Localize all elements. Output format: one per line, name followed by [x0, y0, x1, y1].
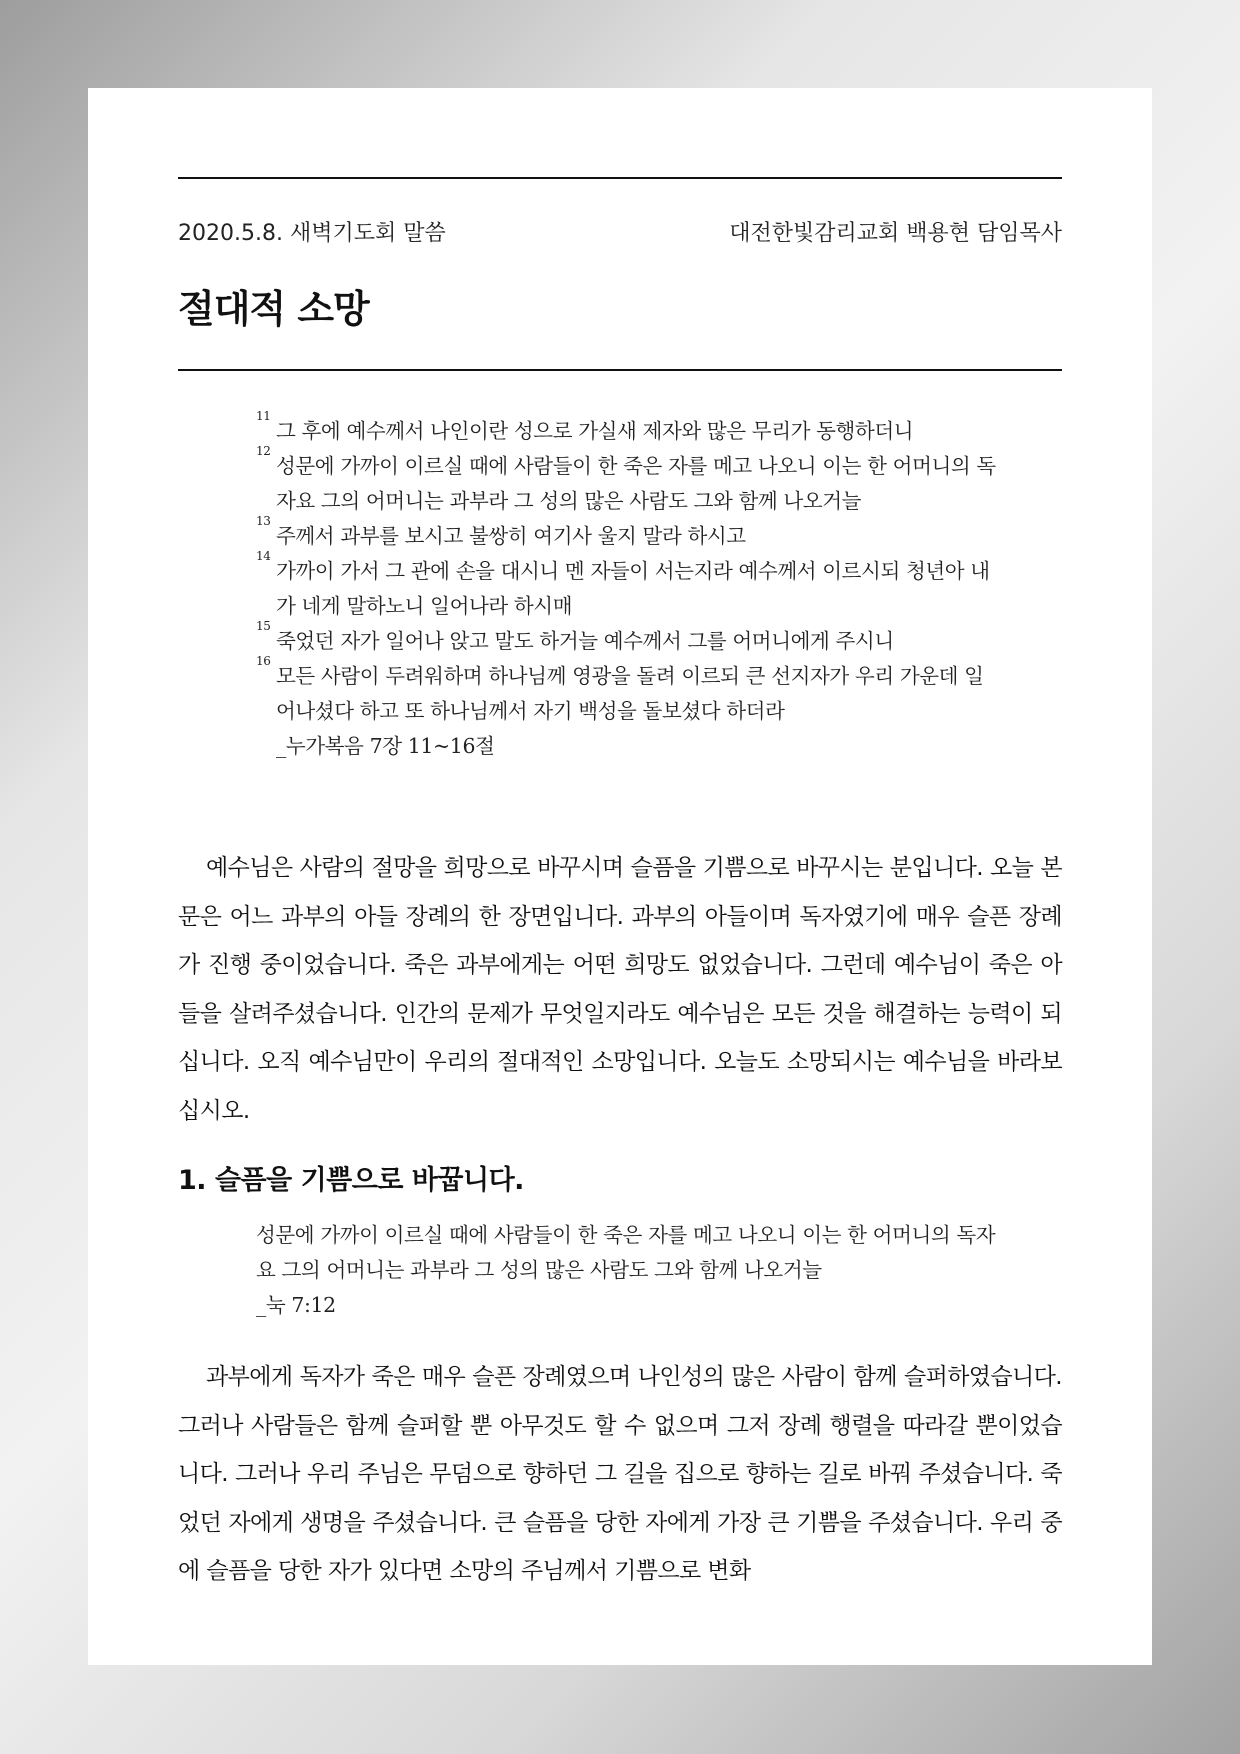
verse-text: 죽었던 자가 일어나 앉고 말도 하거늘 예수께서 그를 어머니에게 주시니	[276, 629, 894, 653]
section-heading: 1. 슬픔을 기쁨으로 바꿉니다.	[178, 1165, 524, 1196]
section-quote	[256, 1218, 996, 1323]
scripture-passage	[256, 409, 996, 764]
verse	[256, 549, 996, 624]
scripture-reference: _누가복음 7장 11~16절	[276, 734, 495, 758]
verse	[256, 444, 996, 519]
quote-reference: _눅 7:12	[256, 1293, 336, 1317]
verse-text: 주께서 과부를 보시고 불쌍히 여기사 울지 말라 하시고	[276, 524, 746, 548]
verse-number: 15	[256, 619, 271, 633]
quote-text: 성문에 가까이 이르실 때에 사람들이 한 죽은 자를 메고 나오니 이는 한 어머니의 독자요 그의 어머니는 과부라 그 성의 많은 사람도 그와 함께 나오거늘	[256, 1223, 996, 1282]
verse-number: 11	[256, 409, 271, 423]
verse	[256, 514, 996, 554]
sermon-title: 절대적 소망	[178, 287, 369, 331]
verse-text: 그 후에 예수께서 나인이란 성으로 가실새 제자와 많은 무리가 동행하더니	[276, 419, 914, 443]
top-divider	[178, 177, 1062, 179]
verse-number: 16	[256, 654, 271, 668]
verse-text: 가까이 가서 그 관에 손을 대시니 멘 자들이 서는지라 예수께서 이르시되 청년아 내가 네게 말하노니 일어나라 하시매	[276, 559, 990, 618]
church-pastor: 대전한빛감리교회 백용현 담임목사	[729, 221, 1062, 246]
verse-number: 13	[256, 514, 271, 528]
intro-paragraph: 예수님은 사람의 절망을 희망으로 바꾸시며 슬픔을 기쁨으로 바꾸시는 분입니다. 오늘 본문은 어느 과부의 아들 장례의 한 장면입니다. 과부의 아들이며 독자였기에 매우 슬픈 장례가 진행 중이었습니다. 죽은 과부에게는 어떤 희망도 없었습니다. 그런데 예수님이 죽은 아들을 살려주셨습니다. 인간의 문제가 무엇일지라도 예수님은 모든 것을 해결하는 능력이 되십니다. 오직 예수님만이 우리의 절대적인 소망입니다. 오늘도 소망되시는 예수님을 바라보십시오.	[178, 855, 1062, 1124]
date-title: 2020.5.8. 새벽기도회 말씀	[178, 221, 446, 246]
verse	[256, 409, 996, 449]
verse	[256, 654, 996, 729]
document-page	[88, 88, 1152, 1665]
verse-text: 모든 사람이 두려워하며 하나님께 영광을 돌려 이르되 큰 선지자가 우리 가운데 일어나셨다 하고 또 하나님께서 자기 백성을 돌보셨다 하더라	[276, 664, 984, 723]
verse-number: 14	[256, 549, 271, 563]
header-row	[178, 216, 1062, 247]
bottom-divider	[178, 369, 1062, 371]
verse-text: 성문에 가까이 이르실 때에 사람들이 한 죽은 자를 메고 나오니 이는 한 어머니의 독자요 그의 어머니는 과부라 그 성의 많은 사람도 그와 함께 나오거늘	[276, 454, 996, 513]
verse-number: 12	[256, 444, 271, 458]
section-paragraph: 과부에게 독자가 죽은 매우 슬픈 장례였으며 나인성의 많은 사람이 함께 슬퍼하였습니다. 그러나 사람들은 함께 슬퍼할 뿐 아무것도 할 수 없으며 그저 장례 행렬을 따라갈 뿐이었습니다. 그러나 우리 주님은 무덤으로 향하던 그 길을 집으로 향하는 길로 바꿔 주셨습니다. 죽었던 자에게 생명을 주셨습니다. 큰 슬픔을 당한 자에게 가장 큰 기쁨을 주셨습니다. 우리 중에 슬픔을 당한 자가 있다면 소망의 주님께서 기쁨으로 변화	[178, 1364, 1062, 1584]
verse	[256, 619, 996, 659]
